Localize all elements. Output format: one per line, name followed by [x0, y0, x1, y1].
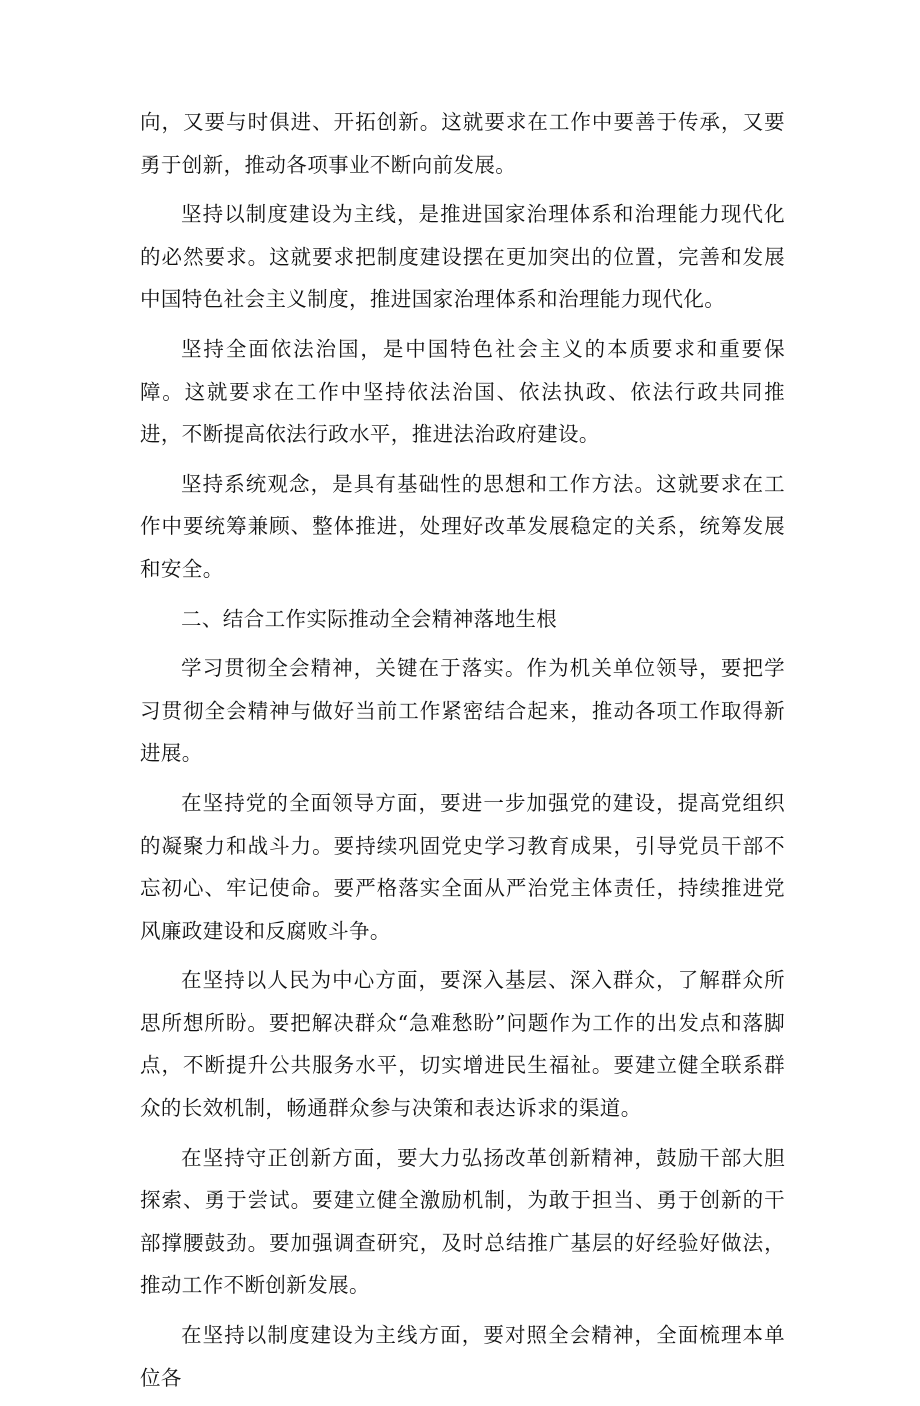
document-body — [140, 101, 785, 1406]
section-heading: 二、结合工作实际推动全会精神落地生根 — [181, 606, 558, 631]
paragraph-institution-building: 坚持以制度建设为主线，是推进国家治理体系和治理能力现代化的必然要求。这就要求把制度建设摆在更加突出的位置，完善和发展中国特色社会主义制度，推进国家治理体系和治理能力现代化。 — [140, 202, 785, 312]
paragraph-continued: 向，又要与时俱进、开拓创新。这就要求在工作中要善于传承，又要勇于创新，推动各项事业不断向前发展。 — [140, 110, 785, 177]
paragraph-implementation: 学习贯彻全会精神，关键在于落实。作为机关单位领导，要把学习贯彻全会精神与做好当前工作紧密结合起来，推动各项工作取得新进展。 — [140, 656, 785, 766]
paragraph-rule-of-law: 坚持全面依法治国，是中国特色社会主义的本质要求和重要保障。这就要求在工作中坚持依法治国、依法执政、依法行政共同推进，不断提高依法行政水平，推进法治政府建设。 — [140, 336, 785, 447]
paragraph-people-centered: 在坚持以人民为中心方面，要深入基层、深入群众，了解群众所思所想所盼。要把解决群众“急难愁盼”问题作为工作的出发点和落脚点，不断提升公共服务水平，切实增进民生福祉。要建立健全联系群众的长效机制，畅通群众参与决策和表达诉求的渠道。 — [140, 968, 785, 1121]
paragraph-innovation: 在坚持守正创新方面，要大力弘扬改革创新精神，鼓励干部大胆探索、勇于尝试。要建立健全激励机制，为敢于担当、勇于创新的干部撑腰鼓劲。要加强调查研究，及时总结推广基层的好经验好做法，推动工作不断创新发展。 — [140, 1145, 785, 1298]
paragraph-institution-mainline: 在坚持以制度建设为主线方面，要对照全会精神，全面梳理本单位各 — [140, 1323, 785, 1390]
paragraph-party-leadership: 在坚持党的全面领导方面，要进一步加强党的建设，提高党组织的凝聚力和战斗力。要持续巩固党史学习教育成果，引导党员干部不忘初心、牢记使命。要严格落实全面从严治党主体责任，持续推进党风廉政建设和反腐败斗争。 — [140, 790, 785, 943]
paragraph-systems-thinking: 坚持系统观念，是具有基础性的思想和工作方法。这就要求在工作中要统筹兼顾、整体推进，处理好改革发展稳定的关系，统筹发展和安全。 — [140, 471, 785, 581]
